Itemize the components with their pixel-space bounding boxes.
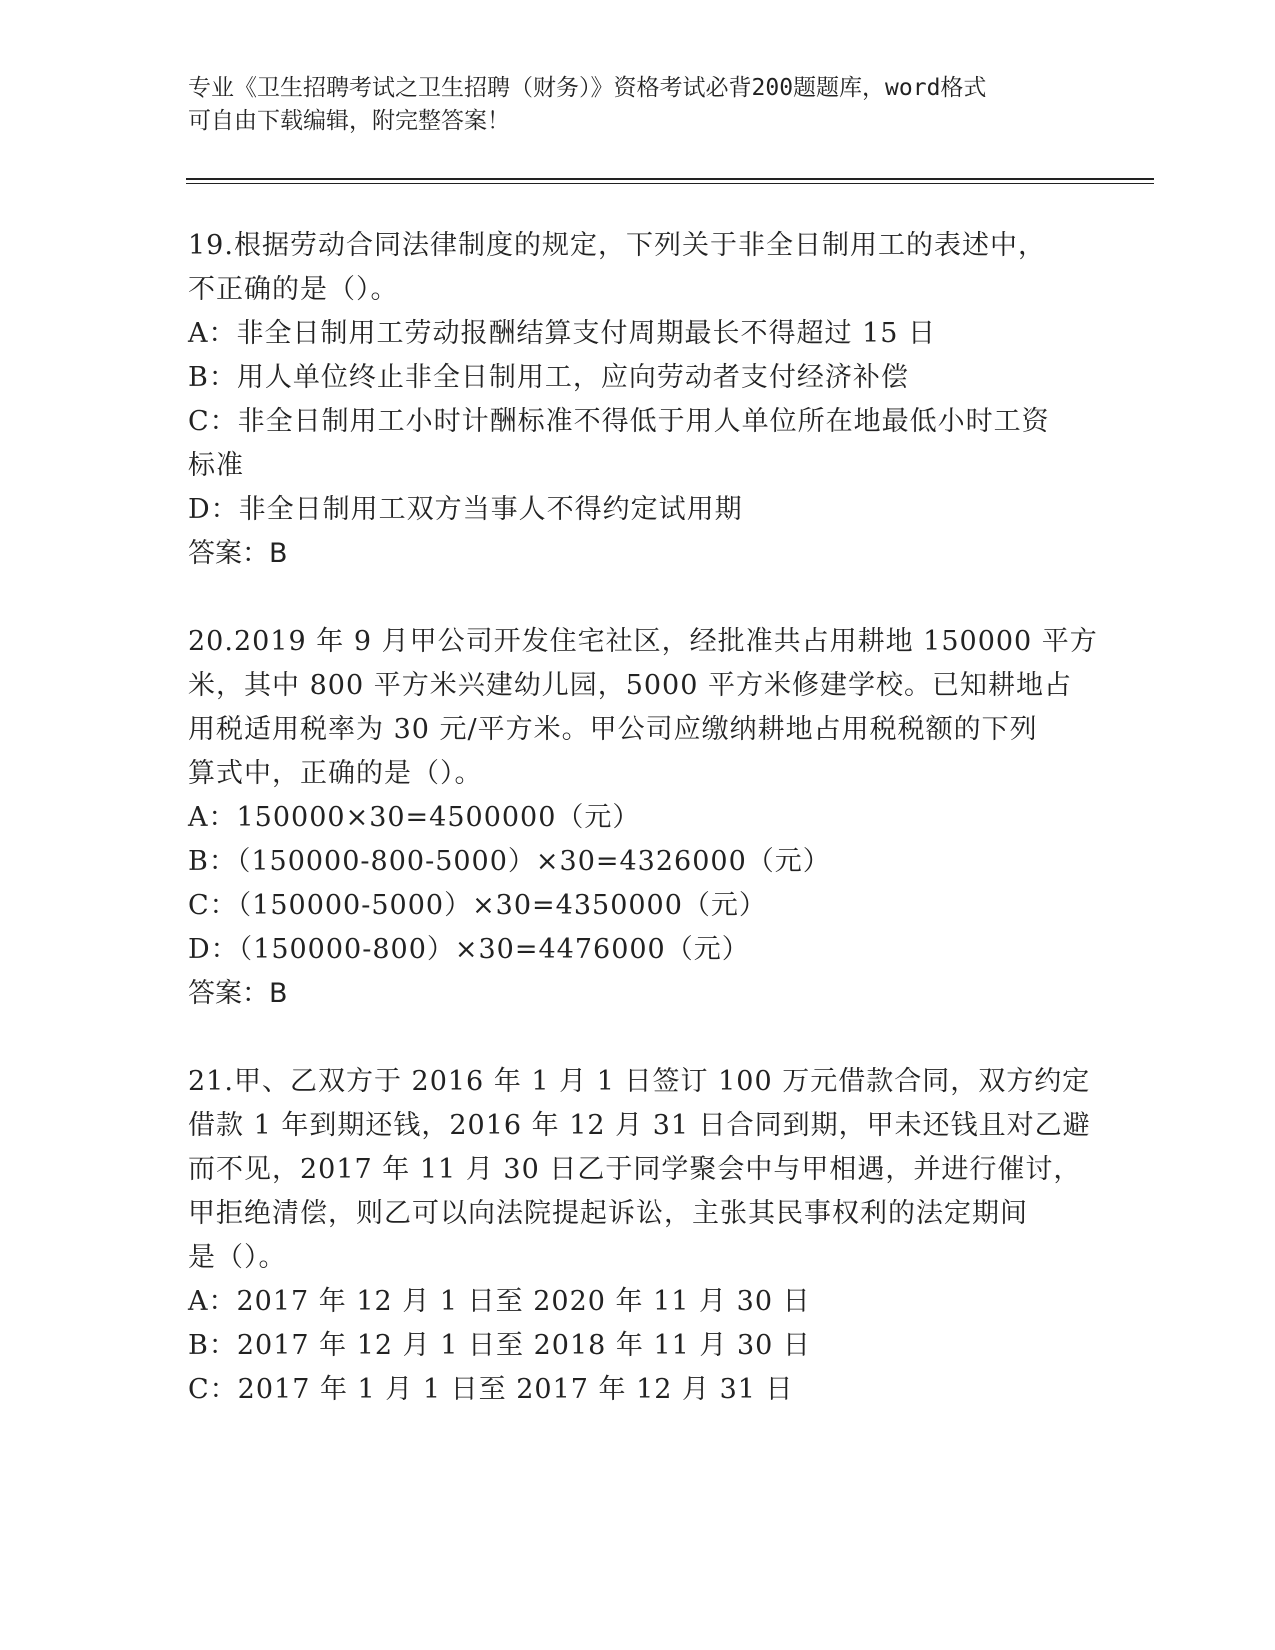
question-19-answer: 答案：B bbox=[188, 538, 288, 569]
question-21-stem-line-2: 借款 1 年到期还钱，2016 年 12 月 31 日合同到期，甲未还钱且对乙避 bbox=[188, 1110, 1091, 1141]
question-21-option-b: B：2017 年 12 月 1 日至 2018 年 11 月 30 日 bbox=[188, 1330, 811, 1361]
question-20-answer: 答案：B bbox=[188, 978, 288, 1009]
question-20-option-a: A：150000×30=4500000（元） bbox=[188, 802, 641, 833]
question-20-stem-line-3: 用税适用税率为 30 元/平方米。甲公司应缴纳耕地占用税税额的下列 bbox=[188, 714, 1038, 745]
question-21-stem-line-1: 21.甲、乙双方于 2016 年 1 月 1 日签订 100 万元借款合同，双方约定 bbox=[188, 1066, 1091, 1097]
question-20-option-c: C：（150000-5000）×30=4350000（元） bbox=[188, 890, 767, 921]
question-19-option-c-line-1: C：非全日制用工小时计酬标准不得低于用人单位所在地最低小时工资 bbox=[188, 406, 1050, 437]
question-21-stem-line-5: 是（）。 bbox=[188, 1242, 287, 1273]
document-header bbox=[188, 72, 1068, 138]
header-line-1: 专业《卫生招聘考试之卫生招聘（财务）》资格考试必背200题题库，word格式 bbox=[188, 75, 987, 101]
question-21-option-c: C：2017 年 1 月 1 日至 2017 年 12 月 31 日 bbox=[188, 1374, 794, 1405]
header-divider-thick bbox=[186, 178, 1154, 180]
question-19-option-b: B：用人单位终止非全日制用工，应向劳动者支付经济补偿 bbox=[188, 362, 909, 393]
question-19-option-c-line-2: 标准 bbox=[188, 450, 244, 481]
question-19-stem-line-2: 不正确的是（）。 bbox=[188, 274, 399, 305]
question-20-stem-line-1: 20.2019 年 9 月甲公司开发住宅社区，经批准共占用耕地 150000 平方 bbox=[188, 626, 1098, 657]
header-divider-thin bbox=[186, 183, 1154, 184]
question-21-stem-line-4: 甲拒绝清偿，则乙可以向法院提起诉讼，主张其民事权利的法定期间 bbox=[188, 1198, 1028, 1229]
question-19-option-d: D：非全日制用工双方当事人不得约定试用期 bbox=[188, 494, 743, 525]
question-20-stem-line-4: 算式中，正确的是（）。 bbox=[188, 758, 483, 789]
question-20-option-d: D：（150000-800）×30=4476000（元） bbox=[188, 934, 750, 965]
question-20-option-b: B：（150000-800-5000）×30=4326000（元） bbox=[188, 846, 831, 877]
question-19-stem-line-1: 19.根据劳动合同法律制度的规定，下列关于非全日制用工的表述中， bbox=[188, 230, 1046, 261]
question-19-option-a: A：非全日制用工劳动报酬结算支付周期最长不得超过 15 日 bbox=[188, 318, 937, 349]
question-21-option-a: A：2017 年 12 月 1 日至 2020 年 11 月 30 日 bbox=[188, 1286, 811, 1317]
header-line-2: 可自由下载编辑，附完整答案！ bbox=[188, 108, 510, 134]
question-21-stem-line-3: 而不见，2017 年 11 月 30 日乙于同学聚会中与甲相遇，并进行催讨， bbox=[188, 1154, 1082, 1185]
question-20-stem-line-2: 米，其中 800 平方米兴建幼儿园，5000 平方米修建学校。已知耕地占 bbox=[188, 670, 1072, 701]
